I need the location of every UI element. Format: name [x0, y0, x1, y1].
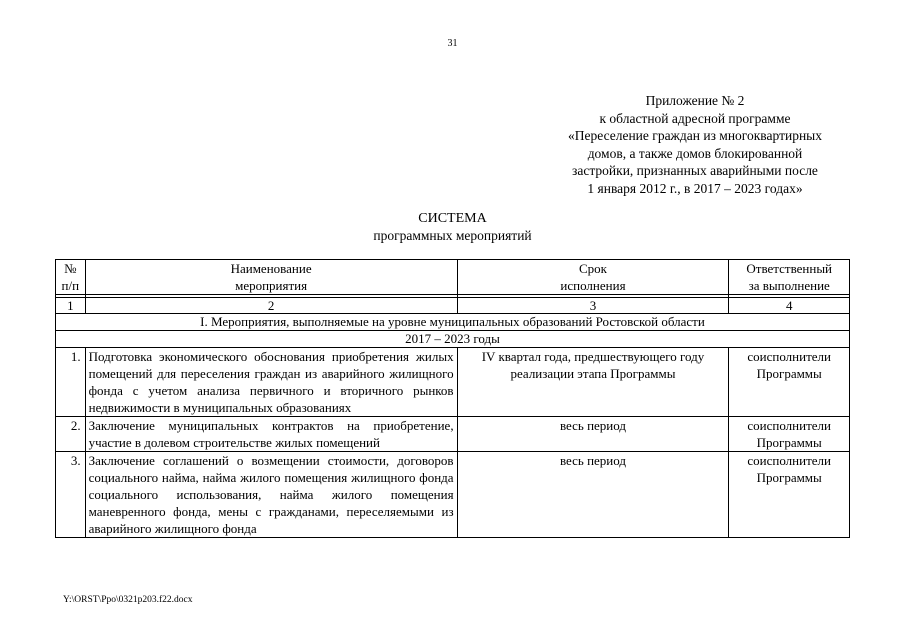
- table-row: [56, 452, 850, 538]
- column-number: 1: [56, 298, 86, 314]
- section-title-row: [56, 314, 850, 331]
- column-number: 4: [729, 298, 850, 314]
- header-name: Наименование мероприятия: [85, 260, 457, 295]
- row-term: IV квартал года, предшествующего году реализации этапа Программы: [457, 348, 729, 417]
- appendix-line: 1 января 2012 г., в 2017 – 2023 годах»: [587, 180, 803, 196]
- appendix-line: застройки, признанных аварийными после: [572, 163, 818, 178]
- header-responsible: Ответственный за выполнение: [729, 260, 850, 295]
- appendix-line: к областной адресной программе: [599, 110, 791, 126]
- document-title: [0, 210, 905, 244]
- appendix-heading: [540, 92, 850, 197]
- table-row: [56, 348, 850, 417]
- table-header-row: [56, 260, 850, 295]
- period-row: [56, 331, 850, 348]
- title-subtitle: программных мероприятий: [373, 228, 532, 243]
- header-num: № п/п: [56, 260, 86, 295]
- row-measure-name: Заключение муниципальных контрактов на приобретение, участие в долевом строительстве жилых помещений: [85, 417, 457, 452]
- appendix-line: Приложение № 2: [645, 93, 745, 108]
- row-measure-name: Подготовка экономического обоснования приобретения жилых помещений для переселения граждан из аварийного жилищного фонда с учетом анализа первичного и вторичного рынков недвижимости в муниципальных образованиях: [85, 348, 457, 417]
- row-responsible: соисполнители Программы: [729, 417, 850, 452]
- title-main: СИСТЕМА: [418, 211, 487, 226]
- column-number: 3: [457, 298, 729, 314]
- column-number: 2: [85, 298, 457, 314]
- table-row: [56, 417, 850, 452]
- row-measure-name: Заключение соглашений о возмещении стоимости, договоров социального найма, найма жилого помещения жилищного фонда социального использования, найма жилого помещения маневренного фонда, мены с гражданами, переселяемыми из аварийного жилищного фонда: [85, 452, 457, 538]
- row-term: весь период: [457, 417, 729, 452]
- row-responsible: соисполнители Программы: [729, 348, 850, 417]
- page-number: 31: [447, 38, 458, 49]
- measures-table: [55, 259, 850, 538]
- row-number: 1.: [56, 348, 86, 417]
- file-path-footer: Y:\ORST\Ppo\0321p203.f22.docx: [63, 595, 193, 605]
- row-responsible: соисполнители Программы: [729, 452, 850, 538]
- row-number: 2.: [56, 417, 86, 452]
- appendix-line: «Переселение граждан из многоквартирных: [568, 128, 822, 143]
- section-period: 2017 – 2023 годы: [56, 331, 850, 348]
- header-term: Срок исполнения: [457, 260, 729, 295]
- column-numbers-row: [56, 298, 850, 314]
- row-number: 3.: [56, 452, 86, 538]
- row-term: весь период: [457, 452, 729, 538]
- section-title: I. Мероприятия, выполняемые на уровне муниципальных образований Ростовской области: [56, 314, 850, 331]
- appendix-line: домов, а также домов блокированной: [587, 145, 803, 161]
